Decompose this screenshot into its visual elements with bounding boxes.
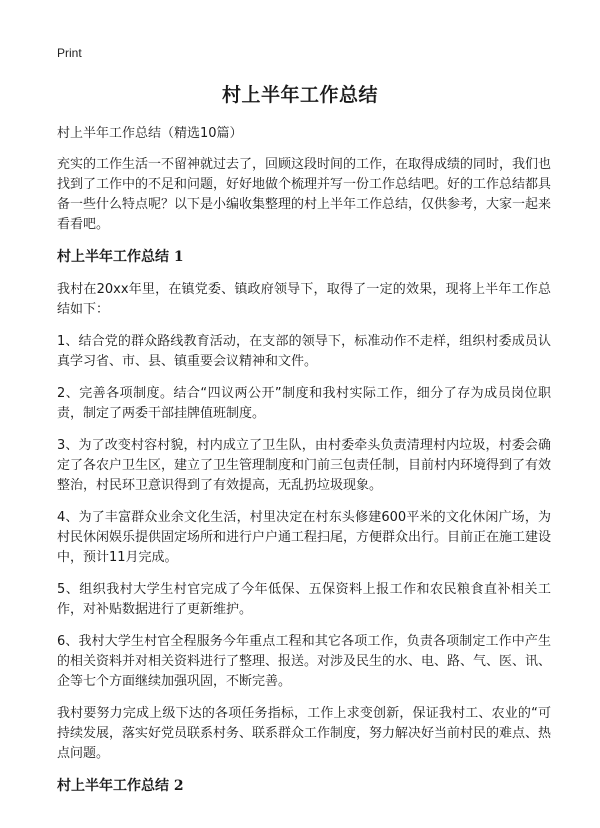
section-heading-2: 村上半年工作总结 2 bbox=[57, 778, 184, 794]
section1-paragraph: 5、组织我村大学生村官完成了今年低保、五保资料上报工作和农民粮食直补相关工作，对补贴数据进行了更新维护。 bbox=[57, 582, 551, 617]
section-heading-1: 村上半年工作总结 1 bbox=[57, 249, 184, 265]
page-title: 村上半年工作总结 bbox=[221, 84, 378, 106]
section1-paragraph: 我村在20xx年里，在镇党委、镇政府领导下，取得了一定的效果，现将上半年工作总结如下： bbox=[57, 282, 551, 317]
document-body bbox=[57, 124, 551, 809]
section1-paragraph: 3、为了改变村容村貌，村内成立了卫生队，由村委牵头负责清理村内垃圾，村委会确定了各农户卫生区，建立了卫生管理制度和门前三包责任制，目前村内环境得到了有效整治，村民环卫意识得到了有效提高，无乱扔垃圾现象。 bbox=[57, 438, 552, 493]
document-subtitle: 村上半年工作总结（精选10篇） bbox=[57, 126, 243, 141]
print-link[interactable]: Print bbox=[57, 46, 82, 60]
section1-paragraph: 我村要努力完成上级下达的各项任务指标，工作上求变创新，保证我村工、农业的“可持续发展，落实好党员联系村务、联系群众工作制度，努力解决好当前村民的难点、热点问题。 bbox=[57, 706, 552, 761]
section1-paragraph: 1、结合党的群众路线教育活动，在支部的领导下，标准动作不走样，组织村委成员认真学习省、市、县、镇重要会议精神和文件。 bbox=[57, 334, 551, 369]
intro-paragraph: 充实的工作生活一不留神就过去了，回顾这段时间的工作，在取得成绩的同时，我们也找到了工作中的不足和问题，好好地做个梳理并写一份工作总结吧。好的工作总结都具备一些什么特点呢？以下是小编收集整理的村上半年工作总结，仅供参考，大家一起来看看吧。 bbox=[57, 157, 552, 232]
section1-paragraph: 6、我村大学生村官全程服务今年重点工程和其它各项工作，负责各项制定工作中产生的相关资料并对相关资料进行了整理、报送。对涉及民生的水、电、路、气、医、讯、企等七个方面继续加强巩固，不断完善。 bbox=[57, 634, 552, 689]
section1-paragraph: 4、为了丰富群众业余文化生活，村里决定在村东头修建600平米的文化休闲广场，为村民休闲娱乐提供固定场所和进行户户通工程扫尾，方便群众出行。目前正在施工建设中，预计11月完成。 bbox=[57, 510, 552, 565]
section1-paragraph: 2、完善各项制度。结合“四议两公开”制度和我村实际工作，细分了存为成员岗位职责，制定了两委干部挂牌值班制度。 bbox=[57, 386, 551, 421]
